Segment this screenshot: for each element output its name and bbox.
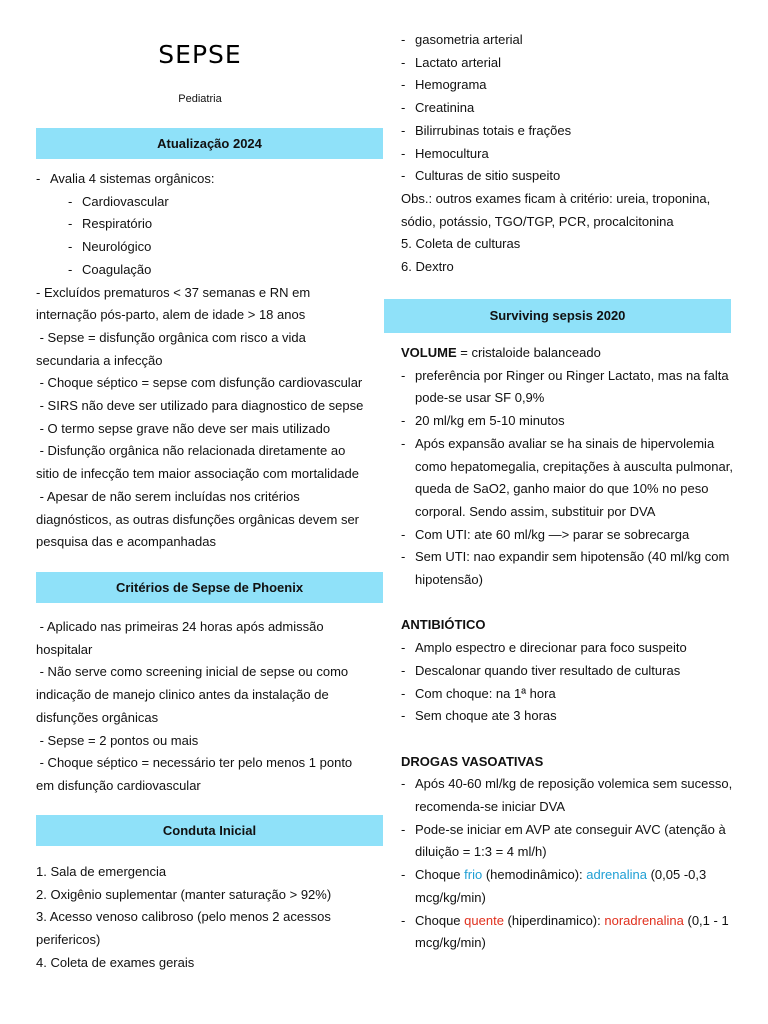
list-item-text: hipotensão) [415, 572, 483, 588]
list-item-text: recomenda-se iniciar DVA [415, 799, 566, 815]
list-item-text: Com choque: na 1ª hora [415, 685, 556, 701]
list-item [36, 191, 384, 214]
list-item-text: Lactato arterial [415, 54, 501, 70]
volume-heading [401, 342, 741, 365]
list-item [36, 236, 384, 259]
list-item [401, 819, 741, 864]
list-item-text: diluição = 1:3 = 4 ml/h) [415, 844, 547, 860]
page-subtitle: Pediatria [178, 93, 222, 105]
list-item-text: como hepatomegalia, crepitações à ausculta pulmonar, [415, 458, 733, 474]
list-item-text: - Sem UTI: nao expandir sem hipotensão (40 ml/kg com [415, 549, 730, 565]
list-item-text [415, 910, 741, 933]
text-span: Choque [415, 867, 465, 883]
list-item-text: - Pode-se iniciar em AVP ate conseguir AVC (atenção à [415, 821, 726, 837]
text-line: indicação de manejo clinico antes da instalação de [36, 687, 329, 703]
text-line: sódio, potássio, TGO/TGP, PCR, procalcitonina [401, 213, 674, 229]
text-span: (0,05 -0,3 [646, 867, 707, 883]
list-item [401, 637, 741, 660]
text-line: 5. Coleta de culturas [401, 236, 521, 252]
text-line: secundaria a infecção [36, 352, 163, 368]
text-line: - Não serve como screening inicial de sepse ou como [36, 664, 349, 680]
section-header-surviving: Surviving sepsis 2020 [384, 299, 731, 333]
list-item-text: - preferência por Ringer ou Ringer Lactato, mas na falta [415, 367, 729, 383]
text-line: diagnósticos, as outras disfunções orgânicas devem ser [36, 511, 360, 527]
text-line: - Sepse = disfunção orgânica com risco a vida [36, 329, 306, 345]
text-line: - Disfunção orgânica não relacionada diretamente ao [36, 443, 346, 459]
list-item [401, 524, 741, 547]
list-item-text: Amplo espectro e direcionar para foco suspeito [415, 640, 687, 656]
text-line: - SIRS não deve ser utilizado para diagnostico de sepse [36, 398, 364, 414]
text-span: (0,1 - 1 [683, 912, 729, 928]
list-item-text: Cardiovascular [82, 193, 169, 209]
list-item [401, 660, 741, 683]
list-item-text: Coagulação [82, 261, 152, 277]
page-title: SEPSE [158, 40, 242, 69]
list-item [401, 433, 741, 524]
section-phoenix-body [36, 616, 384, 798]
list-item-warm-shock [401, 910, 741, 955]
text-line: 6. Dextro [401, 259, 454, 275]
section-header-atualizacao: Atualização 2024 [36, 128, 383, 159]
list-item-text: - Com UTI: ate 60 ml/kg —> parar se sobrecarga [415, 526, 690, 542]
list-item-text: Hemograma [415, 77, 487, 93]
list-item-text: corporal. Sendo assim, substituir por DVA [415, 503, 656, 519]
list-item-text: pode-se usar SF 0,9% [415, 390, 545, 406]
warm-shock-term: quente [464, 912, 504, 928]
list-item-text [415, 864, 741, 887]
list-item [401, 705, 741, 728]
list-item [401, 120, 741, 143]
text-line: 1. Sala de emergencia [36, 864, 167, 879]
list-item-text: Descalonar quando tiver resultado de culturas [415, 662, 681, 678]
text-line: Obs.: outros exames ficam à critério: ureia, troponina, [401, 190, 711, 206]
text-line: 2. Oxigênio suplementar (manter saturação > 92%) [36, 886, 332, 902]
list-item-text: Culturas de sitio suspeito [415, 168, 561, 184]
list-item-text: Bilirrubinas totais e frações [415, 122, 572, 138]
section-surviving-body [401, 342, 741, 955]
list-item-text: - Após 40-60 ml/kg de reposição volemica sem sucesso, [415, 776, 733, 792]
exams-list [401, 29, 741, 279]
list-item [401, 165, 741, 188]
list-item [401, 143, 741, 166]
adrenaline-drug: adrenalina [586, 867, 647, 883]
section-conduta-body [36, 861, 384, 975]
cold-shock-term: frio [464, 867, 483, 883]
list-item [401, 97, 741, 120]
text-line: 4. Coleta de exames gerais [36, 954, 195, 970]
text-line: sitio de infecção tem maior associação com mortalidade [36, 466, 359, 482]
section-header-conduta: Conduta Inicial [36, 815, 383, 846]
list-item [401, 29, 741, 52]
text-line: - Excluídos prematuros < 37 semanas e RN em [36, 284, 311, 300]
text-line: pesquisa das e acompanhadas [36, 534, 216, 550]
volume-label: VOLUME [401, 345, 457, 360]
list-item [36, 213, 384, 236]
text-line: disfunções orgânicas [36, 709, 159, 725]
list-item-text: queda de SaO2, ganho maior do que 10% no peso [415, 481, 709, 497]
text-span: Choque [415, 912, 465, 928]
list-item [401, 52, 741, 75]
text-line: em disfunção cardiovascular [36, 777, 201, 793]
text-line: hospitalar [36, 641, 93, 657]
text-line: - Choque séptico = necessário ter pelo menos 1 ponto [36, 755, 353, 771]
text-line: - Aplicado nas primeiras 24 horas após admissão [36, 619, 324, 634]
text-line: - O termo sepse grave não deve ser mais utilizado [36, 420, 331, 436]
text-span: (hiperdinamico): [503, 912, 605, 928]
list-item-text: Neurológico [82, 239, 152, 255]
text-line: - Choque séptico = sepse com disfunção cardiovascular [36, 375, 363, 391]
text-span: (hemodinâmico): [482, 867, 587, 883]
text-line: - Apesar de não serem incluídas nos critérios [36, 488, 300, 504]
volume-text: = cristaloide balanceado [456, 345, 601, 360]
list-item-text: gasometria arterial [415, 32, 523, 47]
list-item-text: - Após expansão avaliar se ha sinais de hipervolemia [415, 435, 715, 451]
vasoactive-heading: DROGAS VASOATIVAS [401, 753, 544, 769]
list-item-text: Avalia 4 sistemas orgânicos: [50, 171, 215, 186]
text-line: 3. Acesso venoso calibroso (pelo menos 2 acessos [36, 909, 331, 925]
antibiotic-heading: ANTIBIÓTICO [401, 617, 486, 633]
list-item-text: mcg/kg/min) [415, 935, 486, 951]
list-item [36, 168, 384, 191]
list-item [401, 74, 741, 97]
noradrenaline-drug: noradrenalina [604, 912, 684, 928]
list-item-text: Sem choque ate 3 horas [415, 708, 557, 724]
text-line: - Sepse = 2 pontos ou mais [36, 732, 199, 748]
list-item-text: Creatinina [415, 100, 475, 116]
text-line: perifericos) [36, 932, 101, 948]
list-item [401, 773, 741, 818]
text-line: internação pós-parto, alem de idade > 18 anos [36, 307, 306, 323]
list-item [401, 683, 741, 706]
list-item-text: Hemocultura [415, 145, 489, 161]
list-item [36, 259, 384, 282]
section-atualizacao-body [36, 168, 384, 554]
list-item-cold-shock [401, 864, 741, 909]
list-item [401, 410, 741, 433]
section-header-phoenix: Critérios de Sepse de Phoenix [36, 572, 383, 603]
list-item-text: - 20 ml/kg em 5-10 minutos [415, 413, 565, 429]
list-item-text: mcg/kg/min) [415, 889, 486, 905]
list-item [401, 365, 741, 410]
list-item-text: Respiratório [82, 216, 153, 232]
list-item [401, 546, 741, 591]
